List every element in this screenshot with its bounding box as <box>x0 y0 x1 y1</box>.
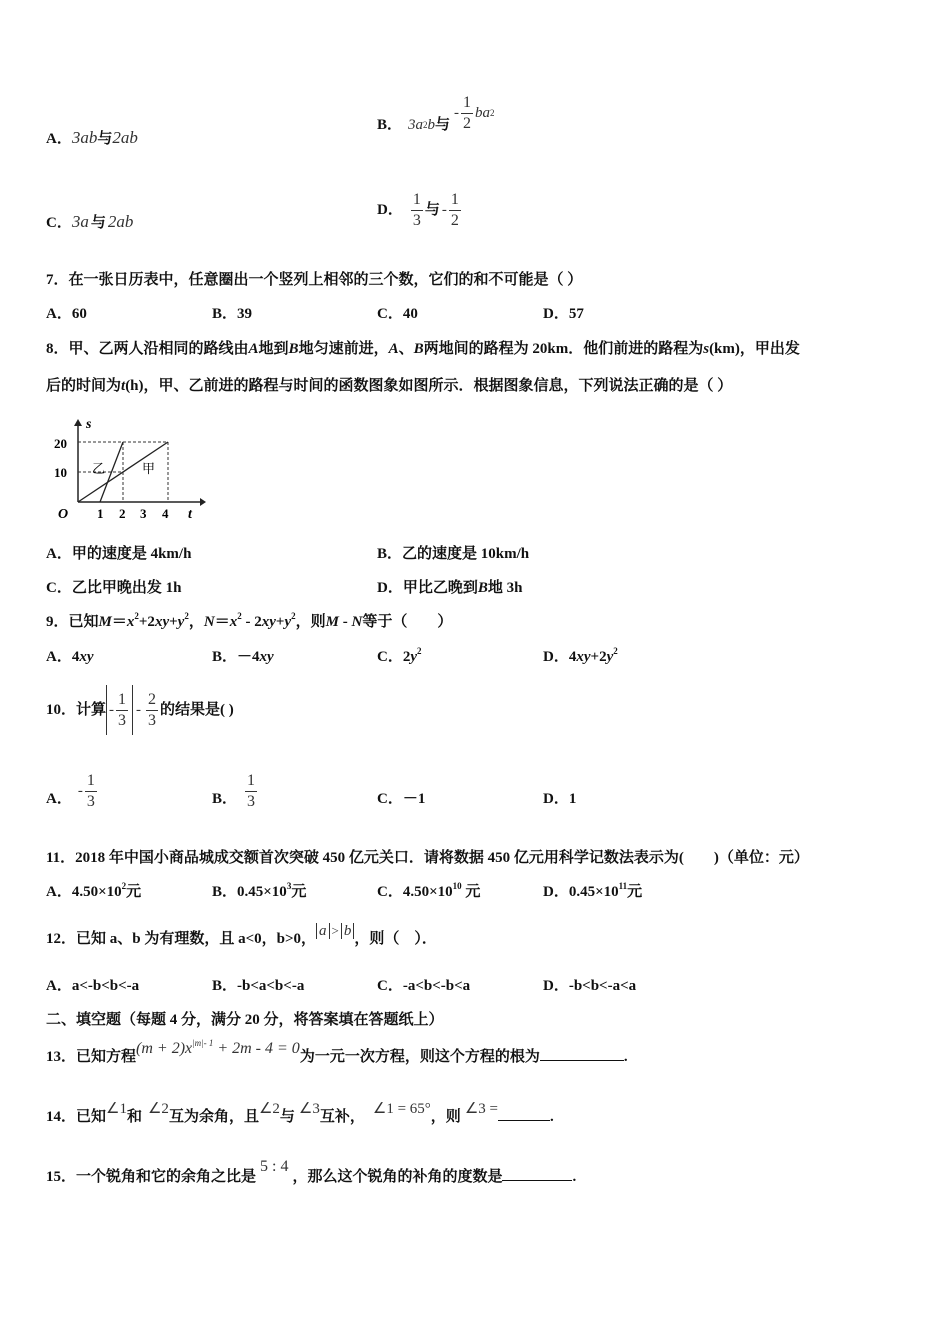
label-yi: 乙 <box>92 462 106 477</box>
q8-option-a: A．甲的速度是 4km/h <box>46 546 192 562</box>
q12-option-b: B．-b<a<b<-a <box>212 978 305 994</box>
q13-answer-blank[interactable] <box>540 1046 624 1061</box>
q7-option-a: A．60 <box>46 306 87 322</box>
q10-stem: 10．计算 - $\frac{1}{3}$ - $\frac{2}{3}$ 的结果是( ) <box>46 680 234 740</box>
q14-answer-blank[interactable] <box>498 1106 550 1121</box>
x-tick-4: 4 <box>162 506 169 521</box>
x-tick-1: 1 <box>97 506 104 521</box>
q8-distance-time-graph <box>50 414 210 524</box>
q6-option-b: B． 3a 2 b 与 - $\frac{1}{2}$ ba $^2$ <box>377 93 495 133</box>
axis-s-label: s <box>86 417 92 432</box>
s-axis-arrow <box>74 419 82 426</box>
q14-stem: 14．已知∠1和 ∠2互为余角，且∠2与 ∠3互补， ∠1 = 65°，则 ∠3 = . <box>46 1101 554 1125</box>
q10-option-c: C．－1 <box>377 791 426 807</box>
q12-stem: 12．已知 a、b 为有理数，且 a<0，b>0， a > b ，则（ ）． <box>46 923 437 947</box>
q7-option-c: C．40 <box>377 306 418 322</box>
q13-stem: 13．已知方程$(m + 2)x^{|m|- 1} + 2m - 4 = 0$为一元一次方程，则这个方程的根为 . <box>46 1038 628 1065</box>
label-jia: 甲 <box>142 462 156 477</box>
q10-option-d: D．1 <box>543 791 577 807</box>
q6-option-d: D． $\frac{1}{3}$ 与 - $\frac{1}{2}$ <box>377 190 459 229</box>
q8-option-c: C．乙比甲晚出发 1h <box>46 580 182 596</box>
t-axis-arrow <box>200 498 206 506</box>
q9-option-a: A．4xy <box>46 649 94 665</box>
abs-value-bars: - $\frac{1}{3}$ <box>106 685 133 735</box>
q6-option-c: C．3a 与 2ab <box>46 212 134 231</box>
q6-option-a: A．3ab与2ab <box>46 128 138 147</box>
q9-option-d: D．$4xy+2y^2$ <box>543 646 618 665</box>
q9-stem: 9．已知$M=x^2+2xy+y^2$，$N=x^2 - 2xy+y^2$，则M - N等于（ ） <box>46 611 453 630</box>
q12-option-c: C．-a<b<-b<a <box>377 978 471 994</box>
y-tick-20: 20 <box>54 436 67 451</box>
q9-option-b: B．－4xy <box>212 649 274 665</box>
q7-stem: 7．在一张日历表中，任意圈出一个竖列上相邻的三个数，它们的和不可能是（ ） <box>46 272 583 288</box>
q11-option-d: D．$0.45\times 10^{11}$元 <box>543 881 643 900</box>
q11-option-c: C．$4.50\times 10^{10}$ 元 <box>377 881 481 900</box>
axis-t-label: t <box>188 507 192 522</box>
y-tick-10: 10 <box>54 465 67 480</box>
q8-stem-line1: 8．甲、乙两人沿相同的路线由A地到B地匀速前进，A、B两地间的路程为 20km．他们前进的路程为s(km)，甲出发 <box>46 341 800 357</box>
origin-label: O <box>58 507 69 522</box>
section-2-heading: 二、填空题（每题 4 分，满分 20 分，将答案填在答题纸上） <box>46 1012 444 1028</box>
q10-option-b: B． $\frac{1}{3}$ <box>212 771 256 810</box>
q9-option-c: C．$2y^2$ <box>377 646 422 665</box>
q15-stem: 15．一个锐角和它的余角之比是5 : 4，那么这个锐角的补角的度数是 . <box>46 1158 577 1185</box>
q8-option-b: B．乙的速度是 10km/h <box>377 546 530 562</box>
x-tick-3: 3 <box>140 506 147 521</box>
q11-stem: 11．2018 年中国小商品城成交额首次突破 450 亿元关口．请将数据 450 亿元用科学记数法表示为( )（单位：元） <box>46 850 809 866</box>
q11-option-b: B．$0.45\times 10^3$元 <box>212 881 307 900</box>
q12-option-d: D．-b<b<-a<a <box>543 978 637 994</box>
q8-stem-line2: 后的时间为t(h)，甲、乙前进的路程与时间的函数图象如图所示．根据图象信息，下列说法正确的是（ ） <box>46 378 733 394</box>
q12-option-a: A．a<-b<b<-a <box>46 978 140 994</box>
x-tick-2: 2 <box>119 506 126 521</box>
q7-option-d: D．57 <box>543 306 584 322</box>
q8-option-d: D．甲比乙晚到B地 3h <box>377 580 523 596</box>
q11-option-a: A．$4.50\times 10^2$元 <box>46 881 142 900</box>
q7-option-b: B．39 <box>212 306 253 322</box>
q15-answer-blank[interactable] <box>502 1166 572 1181</box>
q10-option-a: A． - $\frac{1}{3}$ <box>46 771 95 810</box>
